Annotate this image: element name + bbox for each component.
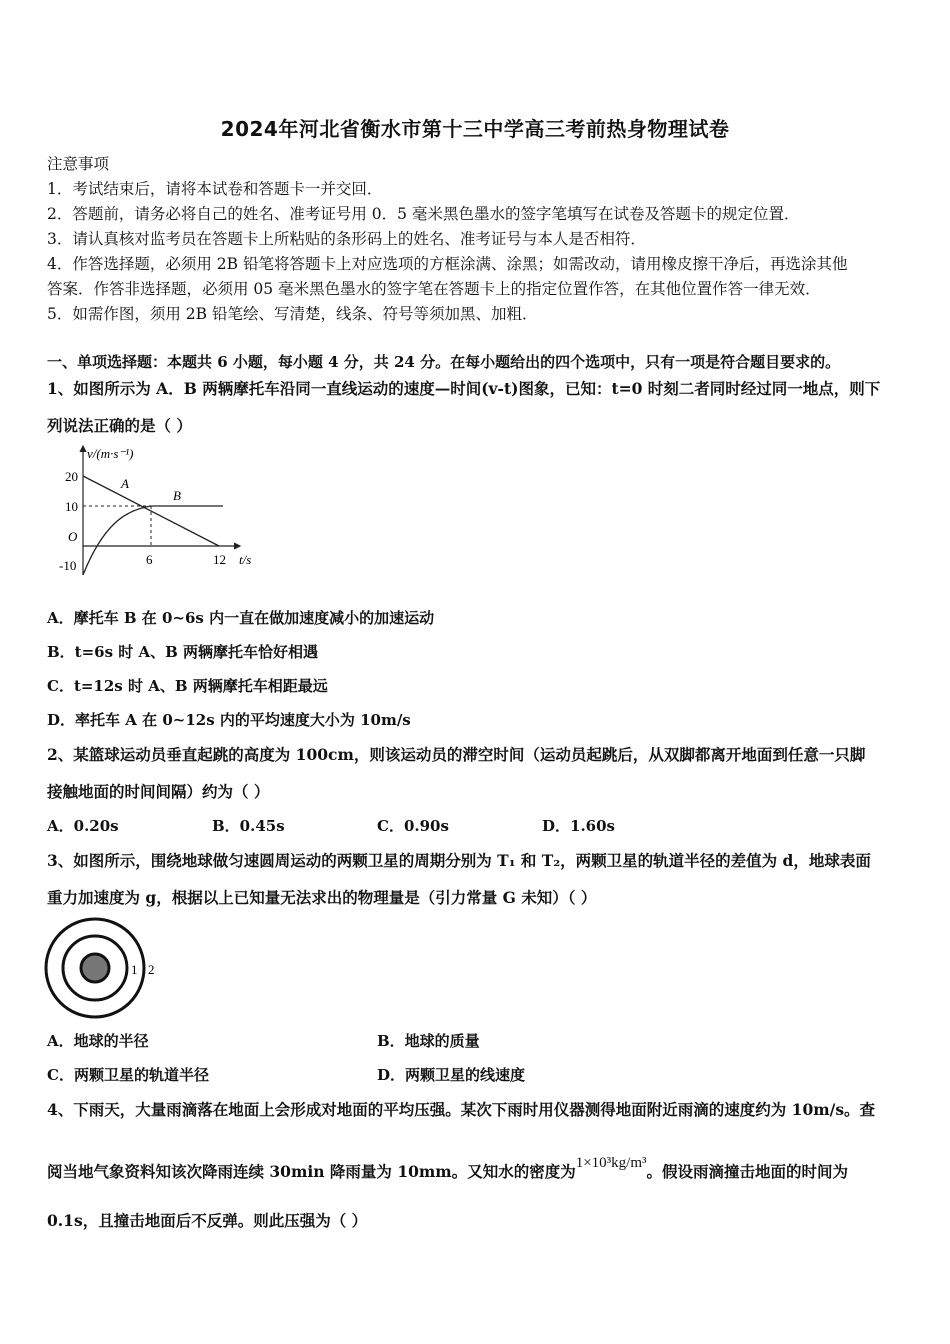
q1-stem-line2: 列说法正确的是（ ） [47,416,192,435]
q1-option-d: D．率托车 A 在 0~12s 内的平均速度大小为 10m/s [47,711,411,729]
orbit-diagram [42,916,172,1022]
curve-b [83,506,151,575]
orbit-label: 1 [131,962,138,977]
q4-line2-end: 。假设雨滴撞击地面的时间为 [646,1162,849,1181]
y-tick-label: 20 [65,469,78,484]
q3-option-c: C．两颗卫星的轨道半径 [47,1066,209,1084]
q3-option-b: B．地球的质量 [377,1032,480,1050]
series-label-b: B [173,488,181,503]
orbit-label: 2 [148,962,155,977]
q3-stem-line2: 重力加速度为 g，根据以上已知量无法求出的物理量是（引力常量 G 未知）（ ） [47,888,597,907]
q2-option-a: A．0.20s [47,817,119,835]
x-axis-label: t/s [239,552,252,567]
y-axis-label: v/(m·s⁻¹) [87,446,134,461]
series-label-a: A [121,476,129,491]
notice-item: 5．如需作图，须用 2B 铅笔绘、写清楚，线条、符号等须加黑、加粗． [47,305,538,323]
notice-item: 答案．作答非选择题，必须用 05 毫米黑色墨水的签字笔在答题卡上的指定位置作答，在其他位置作答一律无效． [47,280,821,298]
notice-heading: 注意事项 [47,155,110,173]
notice-item: 3．请认真核对监考员在答题卡上所粘贴的条形码上的姓名、准考证号与本人是否相符． [47,230,646,248]
y-tick-label: 10 [65,499,78,514]
q1-option-c: C．t=12s 时 A、B 两辆摩托车相距最远 [47,677,328,695]
q3-option-d: D．两颗卫星的线速度 [377,1066,526,1084]
q4-stem-line2 [47,1155,849,1182]
section-heading: 一、单项选择题：本题共 6 小题，每小题 4 分，共 24 分。在每小题给出的四个选项中，只有一项是符合题目要求的。 [47,353,841,371]
notice-item: 1．考试结束后，请将本试卷和答题卡一并交回． [47,180,383,198]
q2-option-c: C．0.90s [377,817,449,835]
earth [81,954,109,982]
q3-option-a: A．地球的半径 [47,1032,149,1050]
q4-stem-line1: 4、下雨天，大量雨滴落在地面上会形成对地面的平均压强。某次下雨时用仪器测得地面附近雨滴的速度约为 10m/s。查 [47,1100,876,1119]
q2-stem-line1: 2、某篮球运动员垂直起跳的高度为 100cm，则该运动员的滞空时间（运动员起跳后，从双脚都离开地面到任意一只脚 [47,745,866,764]
page-title: 2024年河北省衡水市第十三中学高三考前热身物理试卷 [220,117,730,141]
density-value: 1×10³kg/m³ [575,1155,647,1171]
origin-label: O [68,529,78,544]
q2-option-b: B．0.45s [212,817,285,835]
q2-stem-line2: 接触地面的时间间隔）约为（ ） [47,782,270,801]
q3-stem-line1: 3、如图所示，围绕地球做匀速圆周运动的两颗卫星的周期分别为 T₁ 和 T₂，两颗卫星的轨道半径的差值为 d，地球表面 [47,851,871,870]
x-tick-label: 6 [146,552,153,567]
vt-graph [55,440,270,580]
q4-line2-start: 阅当地气象资料知该次降雨连续 30min 降雨量为 10mm。又知水的密度为 [47,1162,576,1181]
q2-option-d: D．1.60s [542,817,615,835]
notice-item: 2．答题前，请务必将自己的姓名、准考证号用 0．5 毫米黑色墨水的签字笔填写在试卷及答题卡的规定位置． [47,205,800,223]
x-tick-label: 12 [213,552,226,567]
q1-stem-line1: 1、如图所示为 A．B 两辆摩托车沿同一直线运动的速度—时间(v-t)图象，已知：t=0 时刻二者同时经过同一地点，则下 [47,379,881,398]
q4-stem-line3: 0.1s，且撞击地面后不反弹。则此压强为（ ） [47,1211,368,1230]
y-tick-label: -10 [59,558,77,573]
notice-item: 4．作答选择题，必须用 2B 铅笔将答题卡上对应选项的方框涂满、涂黑；如需改动，请用橡皮擦干净后，再选涂其他 [47,255,848,273]
q1-option-a: A．摩托车 B 在 0~6s 内一直在做加速度减小的加速运动 [47,609,435,627]
q1-option-b: B．t=6s 时 A、B 两辆摩托车恰好相遇 [47,643,319,661]
